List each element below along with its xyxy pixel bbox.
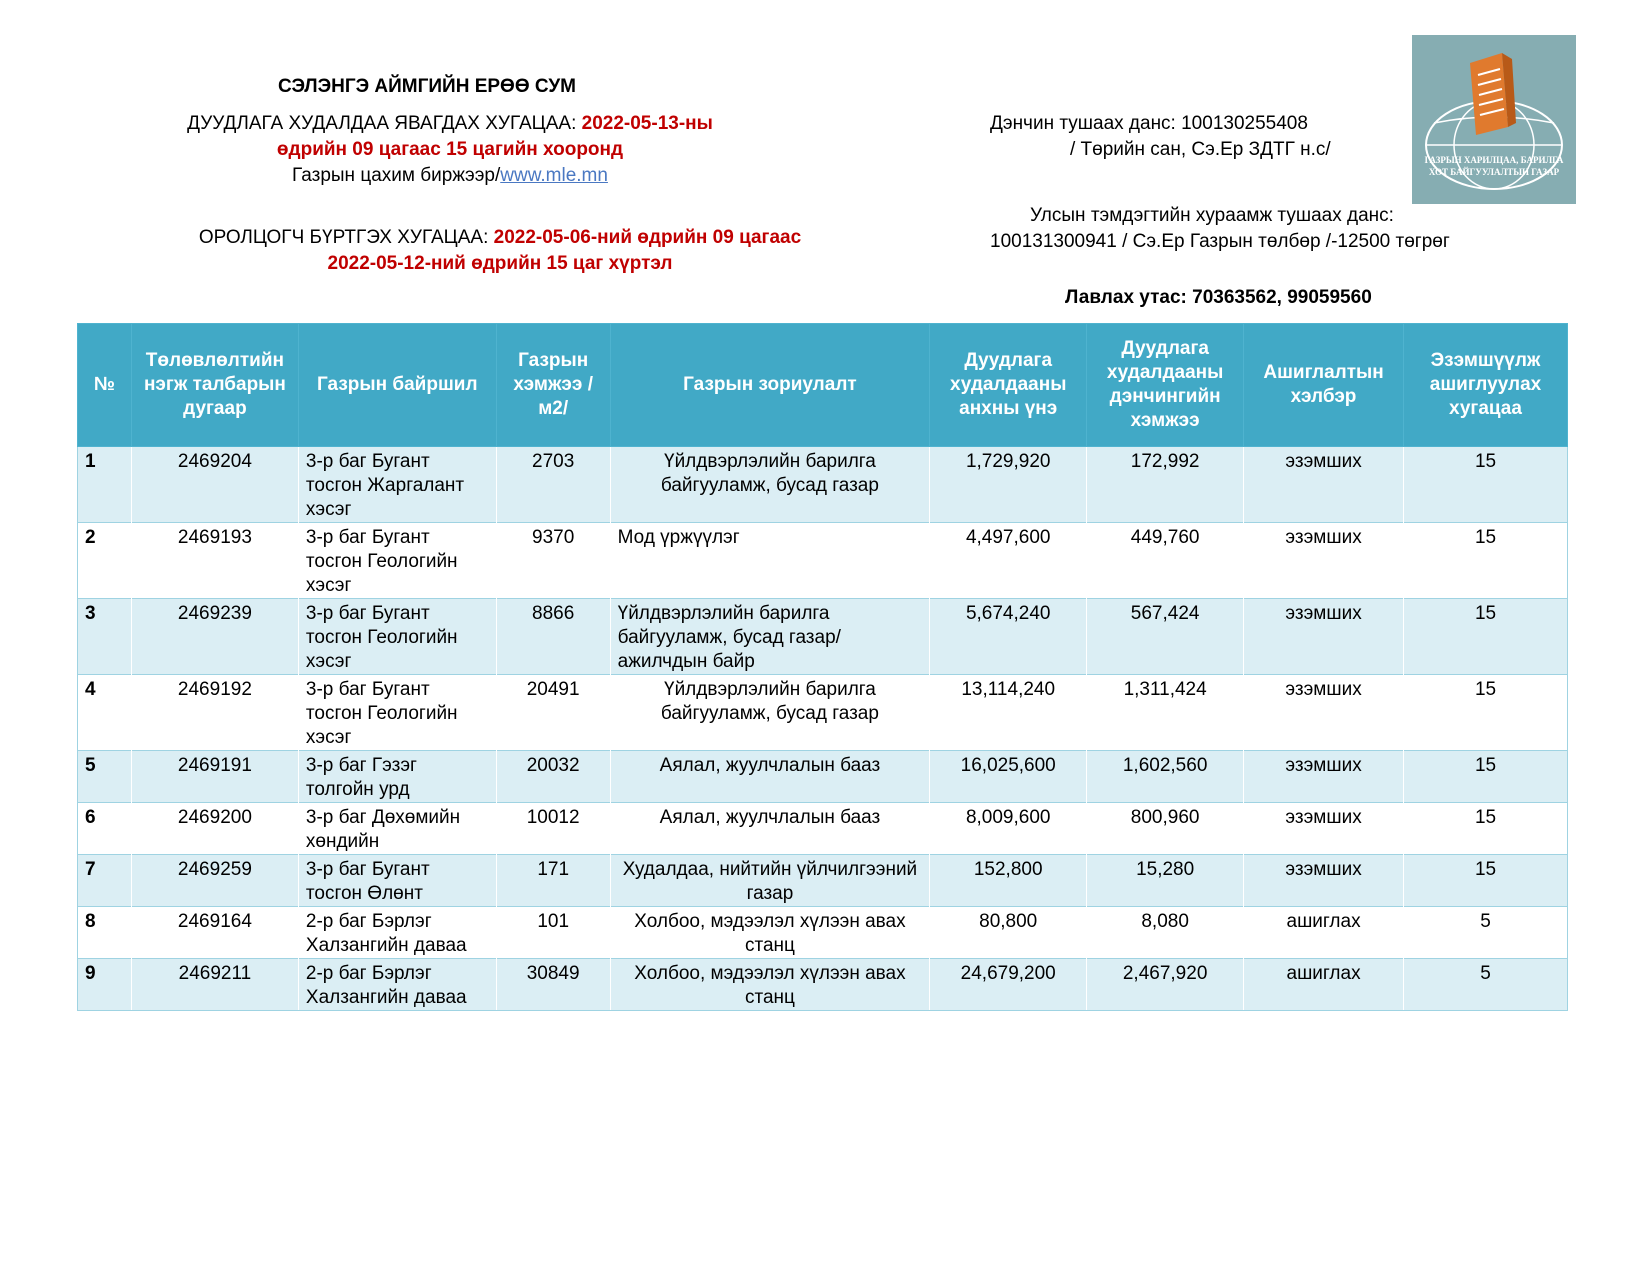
table-row <box>78 959 1568 1011</box>
deposit-account <box>990 111 1370 163</box>
register-to: 2022-05-12-ний өдрийн 15 цаг хүртэл <box>327 253 673 274</box>
col-header-location: Газрын байршил <box>298 324 496 447</box>
cell-no: 5 <box>78 751 132 803</box>
stamp-line-1: Улсын тэмдэгтийн хураамж тушаах данс: <box>1030 205 1394 226</box>
cell-no: 4 <box>78 675 132 751</box>
cell-term: 15 <box>1404 447 1568 523</box>
cell-purpose: Мод үржүүлэг <box>610 523 930 599</box>
cell-purpose: Үйлдвэрлэлийн барилга байгууламж, бусад газар <box>610 675 930 751</box>
cell-no: 9 <box>78 959 132 1011</box>
auction-time: өдрийн 09 цагаас 15 цагийн хооронд <box>276 139 624 160</box>
cell-size: 10012 <box>496 803 610 855</box>
col-header-start-price: Дуудлага худалдааны анхны үнэ <box>930 324 1087 447</box>
cell-usage: эзэмших <box>1244 803 1404 855</box>
agency-logo <box>1412 35 1576 204</box>
register-period: ОРОЛЦОГЧ БҮРТГЭХ ХУГАЦАА: 2022-05-06-ний өдрийн 09 цагаас 2022-05-12-ний өдрийн 15 цаг хүртэл <box>150 225 850 277</box>
cell-size: 20491 <box>496 675 610 751</box>
cell-purpose: Үйлдвэрлэлийн барилга байгууламж, бусад газар/ажилчдын байр <box>610 599 930 675</box>
cell-term: 5 <box>1404 907 1568 959</box>
cell-size: 20032 <box>496 751 610 803</box>
col-header-size: Газрын хэмжээ /м2/ <box>496 324 610 447</box>
cell-deposit: 567,424 <box>1087 599 1244 675</box>
logo-text-2: ХОТ БАЙГУУЛАЛТЫН ГАЗАР <box>1428 167 1560 177</box>
cell-usage: эзэмших <box>1244 599 1404 675</box>
col-header-usage: Ашиглалтын хэлбэр <box>1244 324 1404 447</box>
auction-date: 2022-05-13-ны <box>581 113 713 134</box>
cell-usage: эзэмших <box>1244 675 1404 751</box>
cell-location: 3-р баг Бугант тосгон Геологийн хэсэг <box>298 523 496 599</box>
cell-term: 5 <box>1404 959 1568 1011</box>
cell-size: 30849 <box>496 959 610 1011</box>
table-row <box>78 855 1568 907</box>
cell-deposit: 2,467,920 <box>1087 959 1244 1011</box>
cell-deposit: 8,080 <box>1087 907 1244 959</box>
auction-period: ДУУДЛАГА ХУДАЛДАА ЯВАГДАХ ХУГАЦАА: 2022-05-13-ны өдрийн 09 цагаас 15 цагийн хооронд Газрын цахим биржээр/www.mle.mn <box>150 111 750 189</box>
table-row <box>78 523 1568 599</box>
cell-term: 15 <box>1404 599 1568 675</box>
cell-no: 2 <box>78 523 132 599</box>
cell-usage: эзэмших <box>1244 751 1404 803</box>
cell-purpose: Аялал, жуулчлалын бааз <box>610 751 930 803</box>
register-from: 2022-05-06-ний өдрийн 09 цагаас <box>493 227 802 248</box>
exchange-text: Газрын цахим биржээр/ <box>292 165 501 186</box>
cell-unit: 2469204 <box>131 447 298 523</box>
cell-no: 8 <box>78 907 132 959</box>
cell-unit: 2469164 <box>131 907 298 959</box>
cell-unit: 2469239 <box>131 599 298 675</box>
cell-start-price: 5,674,240 <box>930 599 1087 675</box>
cell-no: 1 <box>78 447 132 523</box>
cell-purpose: Үйлдвэрлэлийн барилга байгууламж, бусад газар <box>610 447 930 523</box>
cell-deposit: 449,760 <box>1087 523 1244 599</box>
auction-label: ДУУДЛАГА ХУДАЛДАА ЯВАГДАХ ХУГАЦАА <box>187 113 572 134</box>
cell-location: 3-р баг Бугант тосгон Өлөнт <box>298 855 496 907</box>
cell-unit: 2469191 <box>131 751 298 803</box>
cell-term: 15 <box>1404 523 1568 599</box>
register-label: ОРОЛЦОГЧ БҮРТГЭХ ХУГАЦАА <box>198 227 484 248</box>
cell-unit: 2469259 <box>131 855 298 907</box>
cell-usage: ашиглах <box>1244 959 1404 1011</box>
cell-start-price: 8,009,600 <box>930 803 1087 855</box>
cell-no: 3 <box>78 599 132 675</box>
stamp-line-2: 100131300941 / Сэ.Ер Газрын төлбөр /-12500 төгрөг <box>990 231 1450 252</box>
cell-usage: эзэмших <box>1244 447 1404 523</box>
page-title: СЭЛЭНГЭ АЙМГИЙН ЕРӨӨ СУМ <box>278 76 576 97</box>
cell-start-price: 13,114,240 <box>930 675 1087 751</box>
cell-unit: 2469193 <box>131 523 298 599</box>
table-row <box>78 447 1568 523</box>
logo-text-1: ГАЗРЫН ХАРИЛЦАА, БАРИЛГА <box>1424 155 1564 165</box>
cell-deposit: 1,602,560 <box>1087 751 1244 803</box>
col-header-deposit: Дуудлага худалдааны дэнчингийн хэмжээ <box>1087 324 1244 447</box>
cell-purpose: Холбоо, мэдээлэл хүлээн авах станц <box>610 959 930 1011</box>
cell-purpose: Худалдаа, нийтийн үйлчилгээний газар <box>610 855 930 907</box>
cell-usage: ашиглах <box>1244 907 1404 959</box>
cell-term: 15 <box>1404 855 1568 907</box>
cell-start-price: 4,497,600 <box>930 523 1087 599</box>
cell-location: 3-р баг Бугант тосгон Геологийн хэсэг <box>298 675 496 751</box>
cell-location: 3-р баг Бугант тосгон Жаргалант хэсэг <box>298 447 496 523</box>
col-header-unit: Төлөвлөлтийн нэгж талбарын дугаар <box>131 324 298 447</box>
col-header-term: Эзэмшүүлж ашиглуулах хугацаа <box>1404 324 1568 447</box>
cell-location: 3-р баг Гэзэг толгойн урд <box>298 751 496 803</box>
reference-phone: Лавлах утас: 70363562, 99059560 <box>1065 287 1372 308</box>
cell-deposit: 1,311,424 <box>1087 675 1244 751</box>
cell-location: 3-р баг Бугант тосгон Геологийн хэсэг <box>298 599 496 675</box>
col-header-purpose: Газрын зориулалт <box>610 324 930 447</box>
table-row <box>78 751 1568 803</box>
cell-usage: эзэмших <box>1244 523 1404 599</box>
cell-size: 171 <box>496 855 610 907</box>
cell-location: 2-р баг Бэрлэг Халзангийн даваа <box>298 907 496 959</box>
table-header-row <box>78 324 1568 447</box>
table-row <box>78 599 1568 675</box>
cell-size: 2703 <box>496 447 610 523</box>
cell-deposit: 172,992 <box>1087 447 1244 523</box>
land-auction-table <box>77 323 1568 1011</box>
cell-term: 15 <box>1404 675 1568 751</box>
cell-purpose: Холбоо, мэдээлэл хүлээн авах станц <box>610 907 930 959</box>
cell-unit: 2469192 <box>131 675 298 751</box>
stamp-fee-account <box>990 203 1520 255</box>
col-header-no: № <box>78 324 132 447</box>
cell-deposit: 15,280 <box>1087 855 1244 907</box>
cell-size: 9370 <box>496 523 610 599</box>
cell-no: 7 <box>78 855 132 907</box>
table-row <box>78 675 1568 751</box>
cell-no: 6 <box>78 803 132 855</box>
building-globe-icon <box>1412 35 1576 204</box>
cell-usage: эзэмших <box>1244 855 1404 907</box>
table-row <box>78 803 1568 855</box>
cell-deposit: 800,960 <box>1087 803 1244 855</box>
cell-unit: 2469200 <box>131 803 298 855</box>
cell-term: 15 <box>1404 803 1568 855</box>
cell-start-price: 80,800 <box>930 907 1087 959</box>
cell-start-price: 1,729,920 <box>930 447 1087 523</box>
cell-location: 2-р баг Бэрлэг Халзангийн даваа <box>298 959 496 1011</box>
exchange-link[interactable]: www.mle.mn <box>500 165 608 186</box>
cell-location: 3-р баг Дөхөмийн хөндийн <box>298 803 496 855</box>
cell-unit: 2469211 <box>131 959 298 1011</box>
cell-start-price: 152,800 <box>930 855 1087 907</box>
deposit-line-1: Дэнчин тушаах данс: 100130255408 <box>990 113 1308 134</box>
cell-size: 8866 <box>496 599 610 675</box>
cell-size: 101 <box>496 907 610 959</box>
deposit-line-2: / Төрийн сан, Сэ.Ер ЗДТГ н.с/ <box>1070 139 1331 160</box>
cell-purpose: Аялал, жуулчлалын бааз <box>610 803 930 855</box>
table-row <box>78 907 1568 959</box>
cell-start-price: 24,679,200 <box>930 959 1087 1011</box>
cell-start-price: 16,025,600 <box>930 751 1087 803</box>
cell-term: 15 <box>1404 751 1568 803</box>
